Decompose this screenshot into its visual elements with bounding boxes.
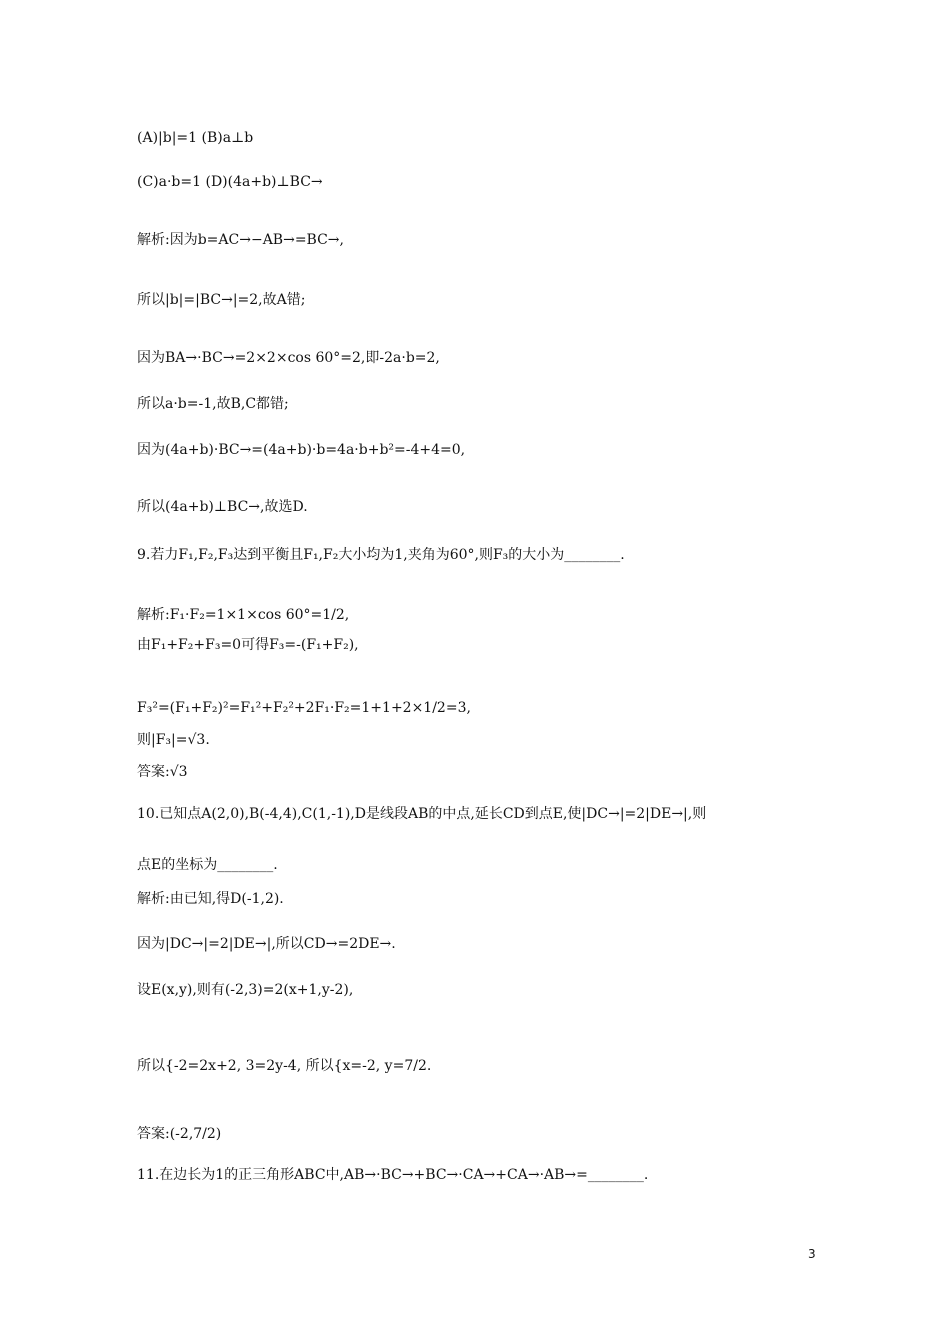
line-5: 所以a·b=-1,故B,C都错; [137, 396, 289, 412]
line-16: 解析:由已知,得D(-1,2). [137, 891, 284, 907]
line-8: 9.若力F₁,F₂,F₃达到平衡且F₁,F₂大小均为1,夹角为60°,则F₃的大小为________. [137, 547, 625, 563]
line-3: 所以|b|=|BC→|=2,故A错; [137, 292, 306, 308]
line-6: 因为(4a+b)·BC→=(4a+b)·b=4a·b+b²=-4+4=0, [137, 442, 466, 458]
line-1: (C)a·b=1 (D)(4a+b)⊥BC→ [137, 174, 323, 190]
line-7: 所以(4a+b)⊥BC→,故选D. [137, 499, 308, 515]
line-18: 设E(x,y),则有(-2,3)=2(x+1,y-2), [137, 982, 354, 998]
line-21: 11.在边长为1的正三角形ABC中,AB→·BC→+BC→·CA→+CA→·AB→=________. [137, 1167, 649, 1183]
line-14: 10.已知点A(2,0),B(-4,4),C(1,-1),D是线段AB的中点,延长CD到点E,使|DC→|=2|DE→|,则 [137, 806, 707, 822]
line-0: (A)|b|=1 (B)a⊥b [137, 130, 254, 146]
line-11: F₃²=(F₁+F₂)²=F₁²+F₂²+2F₁·F₂=1+1+2×1/2=3, [137, 700, 471, 716]
line-4: 因为BA→·BC→=2×2×cos 60°=2,即-2a·b=2, [137, 350, 440, 366]
line-19: 所以{-2=2x+2, 3=2y-4, 所以{x=-2, y=7/2. [137, 1058, 432, 1074]
line-20: 答案:(-2,7/2) [137, 1126, 222, 1142]
page-number: 3 [808, 1247, 816, 1261]
line-15: 点E的坐标为________. [137, 857, 278, 873]
line-13: 答案:√3 [137, 764, 188, 780]
line-10: 由F₁+F₂+F₃=0可得F₃=-(F₁+F₂), [137, 637, 359, 653]
line-12: 则|F₃|=√3. [137, 732, 210, 748]
line-9: 解析:F₁·F₂=1×1×cos 60°=1/2, [137, 607, 350, 623]
line-17: 因为|DC→|=2|DE→|,所以CD→=2DE→. [137, 936, 396, 952]
line-2: 解析:因为b=AC→−AB→=BC→, [137, 232, 344, 248]
